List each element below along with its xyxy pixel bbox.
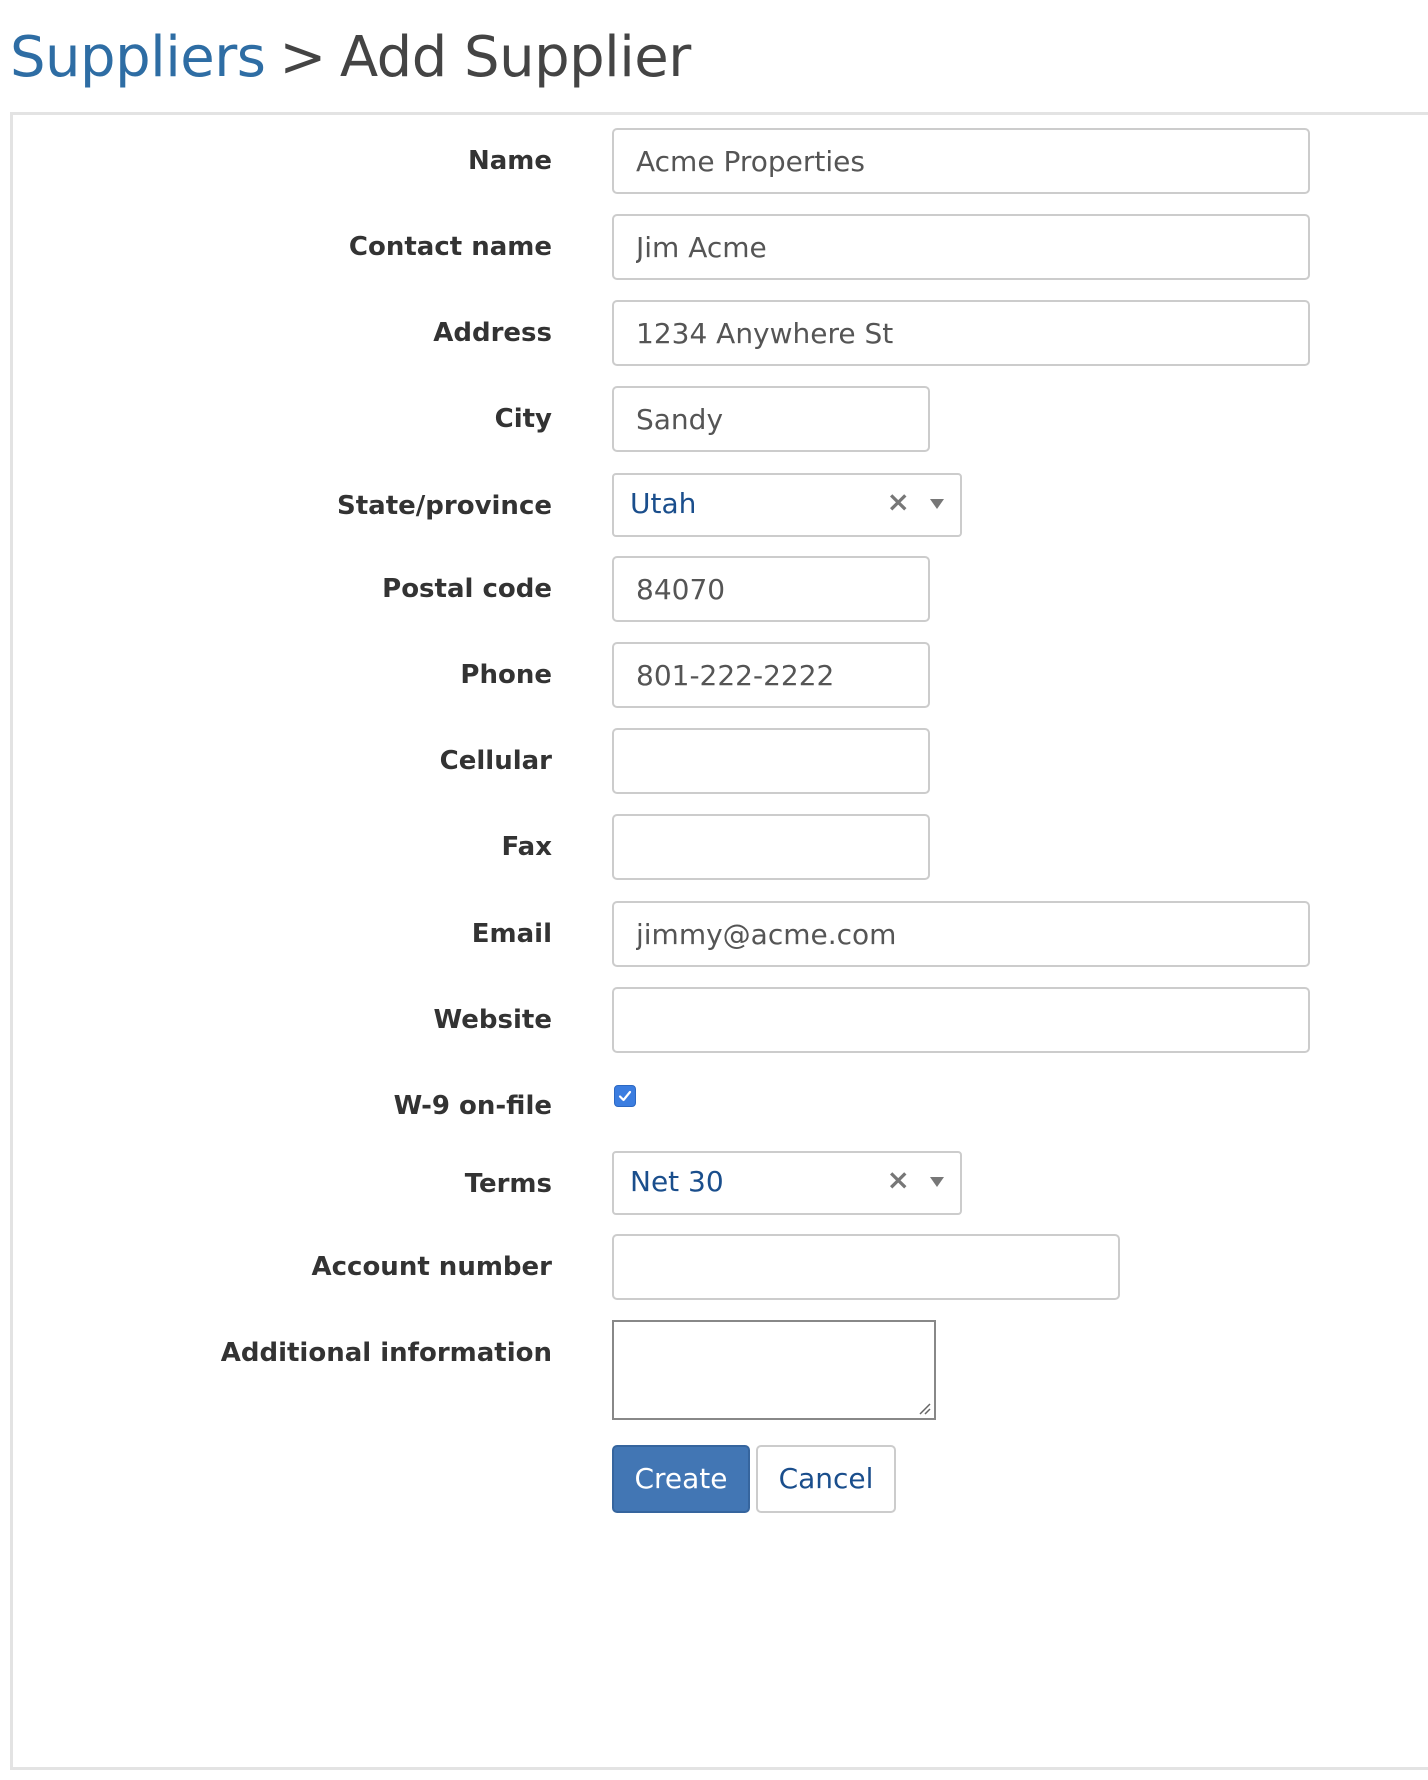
state-label: State/province <box>337 491 552 521</box>
w9-label: W-9 on-file <box>393 1091 552 1121</box>
contact-name-input[interactable] <box>612 214 1310 280</box>
fax-label: Fax <box>501 832 552 862</box>
state-clear-icon[interactable]: × <box>886 485 910 518</box>
create-button[interactable]: Create <box>612 1445 750 1513</box>
terms-clear-icon[interactable]: × <box>886 1163 910 1196</box>
terms-dropdown-arrow-icon[interactable] <box>930 1177 944 1187</box>
city-input[interactable] <box>612 386 930 452</box>
account-number-input[interactable] <box>612 1234 1120 1300</box>
terms-selected-value: Net 30 <box>630 1165 724 1198</box>
cellular-label: Cellular <box>439 746 552 776</box>
website-input[interactable] <box>612 987 1310 1053</box>
address-input[interactable] <box>612 300 1310 366</box>
state-selected-value: Utah <box>630 487 697 520</box>
address-label: Address <box>433 318 552 348</box>
resize-handle-icon[interactable] <box>917 1401 931 1415</box>
state-dropdown-arrow-icon[interactable] <box>930 499 944 509</box>
breadcrumb-suppliers-link[interactable]: Suppliers <box>10 25 266 90</box>
city-label: City <box>494 404 552 434</box>
phone-label: Phone <box>460 660 552 690</box>
email-input[interactable] <box>612 901 1310 967</box>
email-label: Email <box>471 919 552 949</box>
breadcrumb-separator: > <box>279 25 326 90</box>
contact-name-label: Contact name <box>348 232 552 262</box>
name-label: Name <box>467 146 552 176</box>
additional-info-label: Additional information <box>220 1338 552 1368</box>
terms-label: Terms <box>464 1169 552 1199</box>
phone-input[interactable] <box>612 642 930 708</box>
breadcrumb-current: Add Supplier <box>339 25 691 90</box>
w9-checkbox[interactable] <box>614 1085 636 1107</box>
website-label: Website <box>433 1005 552 1035</box>
postal-code-input[interactable] <box>612 556 930 622</box>
additional-info-textarea[interactable] <box>612 1320 936 1420</box>
cellular-input[interactable] <box>612 728 930 794</box>
cancel-button[interactable]: Cancel <box>756 1445 896 1513</box>
page-title <box>10 22 691 94</box>
state-select[interactable] <box>612 473 962 537</box>
account-number-label: Account number <box>311 1252 552 1282</box>
terms-select[interactable] <box>612 1151 962 1215</box>
fax-input[interactable] <box>612 814 930 880</box>
checkmark-icon <box>617 1088 633 1104</box>
name-input[interactable] <box>612 128 1310 194</box>
postal-code-label: Postal code <box>382 574 552 604</box>
